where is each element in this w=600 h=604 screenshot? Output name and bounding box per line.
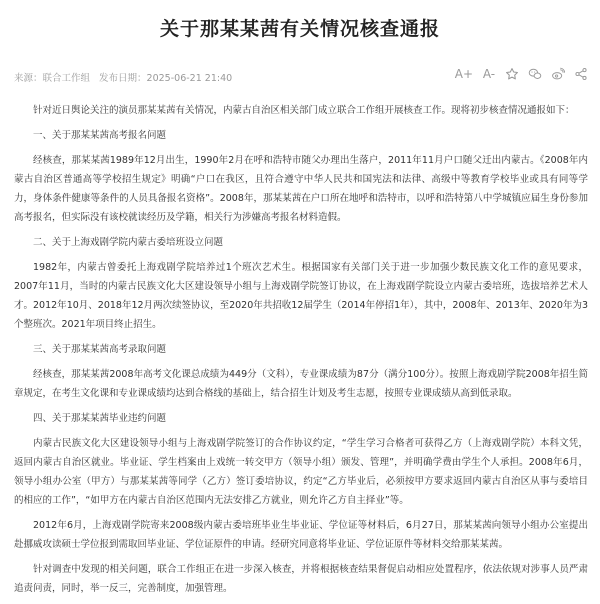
section-heading: 一、关于那某某茜高考报名问题 — [33, 130, 167, 141]
publish-date: 发布日期：2025-06-21 21:40 — [99, 73, 233, 84]
section-paragraph: 内蒙古民族文化大区建设领导小组与上海戏剧学院签订的合作协议约定，“学生学习合格者可获得乙方（上海戏剧学院）本科文凭，返回内蒙古自治区就业。毕业证、学生档案由上戏统一转交甲方（领导小组）颁发、管理”，并明确学费由学生个人承担。2008年6月，领导小组办公室（甲方）与那某某茜等同学（乙方）签订委培协议，约定“乙方毕业后，必须按甲方要求返回内蒙古自治区从事与委培目的相应的工作”，“如甲方在内蒙古自治区范围内无法安排乙方就业，则允许乙方自主择业”等。 — [14, 438, 588, 506]
source-label: 来源：联合工作组 — [14, 73, 91, 84]
section-paragraph: 1982年，内蒙古曾委托上海戏剧学院培养过1个班次艺术生。根据国家有关部门关于进一步加强少数民族文化工作的意见要求，2007年11月，当时的内蒙古民族文化大区建设领导小组与上海戏剧学院签订协议，在上海戏剧学院设立内蒙古委培班，选拔培养艺术人才。2012年10月、2018年12月两次续签协议，至2020年共招收12届学生（2014年停招1年），其中，2008年、2013年、2020年为3个整班次。2021年项目终止招生。 — [14, 262, 588, 330]
section-heading: 四、关于那某某茜毕业违约问题 — [33, 413, 167, 424]
section-paragraph: 2012年6月，上海戏剧学院寄来2008级内蒙古委培班毕业生毕业证、学位证等材料后，6月27日，那某某茜向领导小组办公室提出赴挪威攻读硕士学位报到需取回毕业证、学位证原件的申请。经研究同意将毕业证、学位证原件等材料交给那某某茜。 — [14, 520, 588, 550]
wechat-icon[interactable] — [528, 67, 542, 81]
article-toolbar — [455, 63, 588, 85]
closing-paragraph: 针对调查中发现的相关问题，联合工作组正在进一步深入核查，并将根据核查结果督促启动相应处置程序，依法依规对涉事人员严肃追责问责，同时，举一反三，完善制度，加强管理。 — [14, 564, 588, 594]
section-paragraph: 经核查，那某某茜2008年高考文化课总成绩为449分（文科），专业课成绩为87分（满分100分）。按照上海戏剧学院2008年招生简章规定，在考生文化课和专业课成绩均达到合格线的基础上，结合招生计划及考生志愿，按照专业课成绩从高到低录取。 — [14, 369, 588, 399]
favorite-icon[interactable] — [505, 67, 519, 81]
intro-paragraph: 针对近日舆论关注的演员那某某茜有关情况，内蒙古自治区相关部门成立联合工作组开展核查工作。现将初步核查情况通报如下： — [33, 105, 575, 116]
weibo-icon[interactable] — [551, 67, 565, 81]
article-meta — [14, 70, 238, 84]
page-title: 关于那某某茜有关情况核查通报 — [159, 18, 440, 40]
font-smaller-button[interactable]: A- — [482, 67, 496, 81]
section-heading: 三、关于那某某茜高考录取问题 — [33, 344, 167, 355]
font-larger-button[interactable]: A+ — [454, 67, 473, 81]
share-icon[interactable] — [574, 67, 588, 81]
article-body — [14, 101, 588, 604]
section-paragraph: 经核查，那某某茜1989年12月出生，1990年2月在呼和浩特市随父办理出生落户，2011年11月户口随父迁出内蒙古。《2008年内蒙古自治区普通高等学校招生规定》明确“户口在我区，且符合遵守中华人民共和国宪法和法律、高级中等教育学校毕业或具有同等学力，身体条件健康等条件的人员具备报名资格”。2008年，那某某茜在户口所在地呼和浩特市，以呼和浩特第八中学城镇应届生身份参加高考报名，但实际没有该校就读经历及学籍，相关行为涉嫌高考报名材料造假。 — [14, 155, 588, 223]
section-heading: 二、关于上海戏剧学院内蒙古委培班设立问题 — [33, 237, 224, 248]
